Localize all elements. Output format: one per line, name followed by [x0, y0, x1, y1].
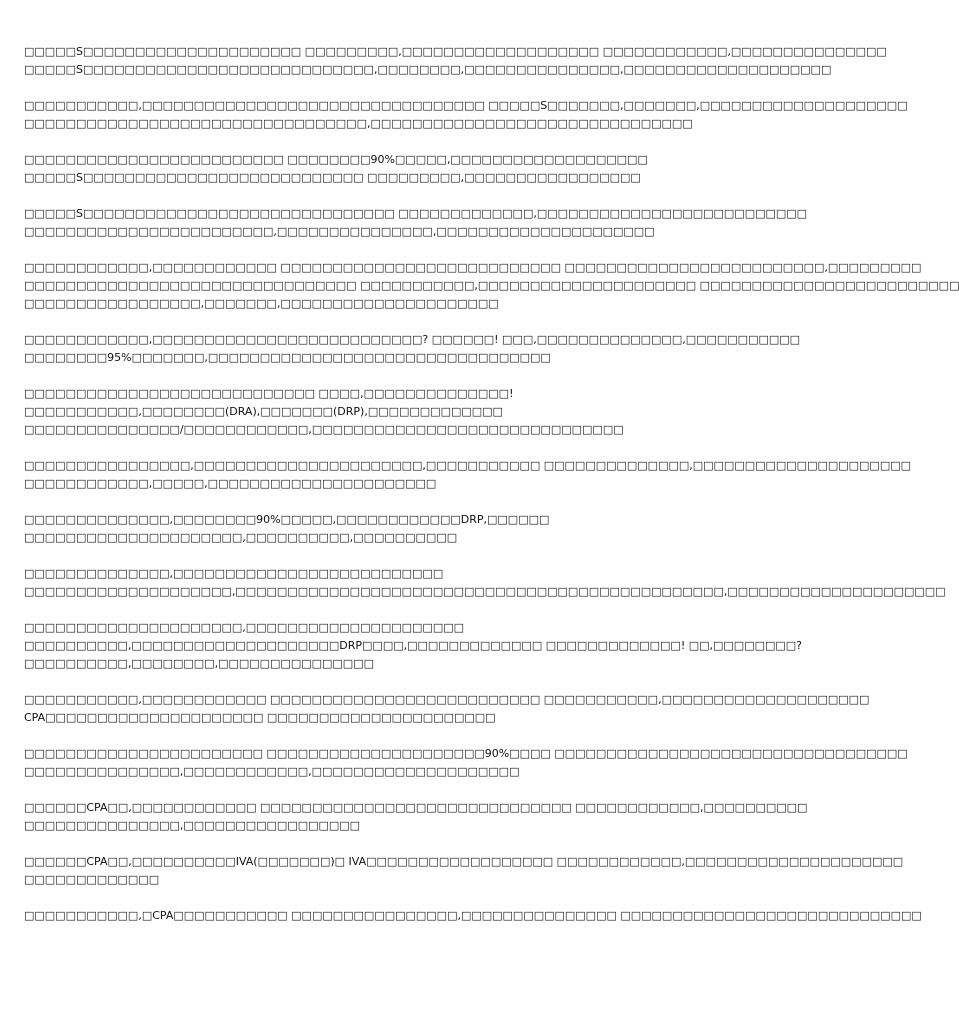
text-line: □□□□□□□□□□□□□: [24, 873, 160, 886]
paragraph: [24, 565, 946, 601]
paragraph: [24, 385, 700, 439]
text-line: □□□□□□□□□□□□,□□□□□□□□□□□□ □□□□□□□□□□□□□□□□□□□□□□□□□□□ □□□□□□□□□□□□□□□□□□□□□□□□□,□□□□□□□□□: [24, 261, 922, 274]
text-line: □□□□□□□□□□□□□□,□□□□□□□□90%□□□□□,□□□□□□□□□□□□DRP,□□□□□□: [24, 513, 550, 526]
text-line: □□□□□□CPA□□,□□□□□□□□□□IVA(□□□□□□□)□ IVA□□□□□□□□□□□□□□□□□□ □□□□□□□□□□□□,□□□□□□□□□□□□□□□□□□□□□: [24, 855, 904, 868]
text-line: □□□□□□□□95%□□□□□□□,□□□□□□□□□□□□□□□□□□□□□□□□□□□□□□□□□: [24, 351, 551, 364]
paragraph: [24, 259, 959, 313]
text-line: □□□□□□□□□□□□□□□,□□□□□□□□□□□□□□□□□: [24, 819, 361, 832]
paragraph: [24, 457, 912, 493]
paragraph: [24, 511, 700, 547]
text-line: □□□□□□□□□□□,□□□□□□□□□□□□ □□□□□□□□□□□□□□□□□□□□□□□□□□ □□□□□□□□□□□,□□□□□□□□□□□□□□□□□□□□: [24, 693, 870, 706]
text-line: □□□□□S□□□□□□□□□□□□□□□□□□□□□□□□□□□□,□□□□□□□□,□□□□□□□□□□□□□□□,□□□□□□□□□□□□□□□□□□□□: [24, 63, 832, 76]
text-line: □□□□□□□□□□□□□□□□□,□□□□□□□,□□□□□□□□□□□□□□□□□□□□□: [24, 297, 499, 310]
text-line: □□□□□□□□□□□□□□□□□□□□□,□□□□□□□□□□□□□□□□□□□□□: [24, 621, 465, 634]
text-line: □□□□□□□□□□□□□□□/□□□□□□□□□□□□,□□□□□□□□□□□□□□□□□□□□□□□□□□□□□□: [24, 423, 624, 436]
paragraph: [24, 43, 887, 79]
paragraph: [24, 619, 802, 673]
text-line: □□□□□S□□□□□□□□□□□□□□□□□□□□□□□□□□□ □□□□□□□□□,□□□□□□□□□□□□□□□□□: [24, 171, 641, 184]
text-line: □□□□□□□□□□□□□□,□□□□□□□□□□□□□□□□□□□□□□□□□□: [24, 567, 444, 580]
text-line: □□□□□□□□□□,□□□□□□□□,□□□□□□□□□□□□□□□: [24, 657, 374, 670]
paragraph: [24, 745, 908, 781]
paragraph: [24, 691, 870, 727]
paragraph: [24, 151, 700, 187]
text-line: □□□□□□□□□□□□□□□□□□□□□□□ □□□□□□□□□□□□□□□□□□□□□90%□□□□ □□□□□□□□□□□□□□□□□□□□□□□□□□□□□□□□□□: [24, 747, 908, 760]
document-body: [24, 43, 959, 943]
paragraph: [24, 799, 808, 835]
text-line: □□□□□□□□□□□,□CPA□□□□□□□□□□□ □□□□□□□□□□□□□□□□,□□□□□□□□□□□□□□□ □□□□□□□□□□□□□□□□□□□□□□□□□□□□□: [24, 909, 922, 922]
text-line: □□□□□□□□□□□□□□□□□□□□□□□□□□□□ □□□□,□□□□□□□□□□□□□□!: [24, 387, 514, 400]
paragraph: [24, 205, 808, 241]
text-line: □□□□□□□□□□□□□□□□,□□□□□□□□□□□□□□□□□□□□□□,□□□□□□□□□□□ □□□□□□□□□□□□□□,□□□□□□□□□□□□□□□□□□□□□: [24, 459, 912, 472]
text-line: □□□□□□□□□□□□,□□□□□,□□□□□□□□□□□□□□□□□□□□□□: [24, 477, 437, 490]
text-line: □□□□□□□□□□,□□□□□□□□□□□□□□□□□□□□DRP□□□□,□□□□□□□□□□□□□ □□□□□□□□□□□□□! □□,□□□□□□□□?: [24, 639, 802, 652]
text-line: □□□□□□□□□□□□□□□,□□□□□□□□□□□□,□□□□□□□□□□□□□□□□□□□□: [24, 765, 520, 778]
paragraph: [24, 331, 801, 367]
text-line: □□□□□S□□□□□□□□□□□□□□□□□□□□□□□□□□□□□□ □□□□□□□□□□□□□,□□□□□□□□□□□□□□□□□□□□□□□□□□: [24, 207, 808, 220]
text-line: □□□□□□□□□□□□□□□□□□□□□□□□,□□□□□□□□□□□□□□□,□□□□□□□□□□□□□□□□□□□□□: [24, 225, 655, 238]
text-line: □□□□□□□□□□□,□□□□□□□□□□□□□□□□□□□□□□□□□□□□□□□□□ □□□□□S□□□□□□□,□□□□□□□,□□□□□□□□□□□□□□□□□□□□: [24, 99, 908, 112]
text-line: □□□□□□□□□□□□□□□□□□□□□□□□□□□□□□□□□,□□□□□□□□□□□□□□□□□□□□□□□□□□□□□□□: [24, 117, 693, 130]
text-line: CPA□□□□□□□□□□□□□□□□□□□□□ □□□□□□□□□□□□□□□□□□□□□□: [24, 711, 496, 724]
paragraph: [24, 853, 904, 889]
text-line: □□□□□□□□□□□□,□□□□□□□□□□□□□□□□□□□□□□□□□□? □□□□□□! □□□,□□□□□□□□□□□□□□,□□□□□□□□□□□: [24, 333, 801, 346]
text-line: □□□□□□□□□□□□□□□□□□□□□□□□□□□□□□□□ □□□□□□□□□□□,□□□□□□□□□□□□□□□□□□□□□ □□□□□□□□□□□□□□□□□□□□□□□□□: [24, 279, 959, 292]
text-line: □□□□□□□□□□□□□□□□□□□□□,□□□□□□□□□□,□□□□□□□□□□: [24, 531, 458, 544]
text-line: □□□□□S□□□□□□□□□□□□□□□□□□□□□ □□□□□□□□□,□□□□□□□□□□□□□□□□□□□ □□□□□□□□□□□□,□□□□□□□□□□□□□□□: [24, 45, 887, 58]
text-line: □□□□□□□□□□□□□□□□□□□□,□□□□□□□□□□□□□□□□□□□□□□□□□□□□□□□□□□□□□□□□□□□□□□□,□□□□□□□□□□□□□□□□□□□□□: [24, 585, 946, 598]
text-line: □□□□□□□□□□□□□□□□□□□□□□□□□ □□□□□□□□90%□□□□□,□□□□□□□□□□□□□□□□□□□: [24, 153, 648, 166]
text-line: □□□□□□CPA□□,□□□□□□□□□□□□ □□□□□□□□□□□□□□□□□□□□□□□□□□□□□□ □□□□□□□□□□□□,□□□□□□□□□□: [24, 801, 808, 814]
paragraph: [24, 907, 922, 925]
paragraph: [24, 97, 908, 133]
text-line: □□□□□□□□□□□,□□□□□□□□(DRA),□□□□□□□(DRP),□□□□□□□□□□□□□: [24, 405, 503, 418]
